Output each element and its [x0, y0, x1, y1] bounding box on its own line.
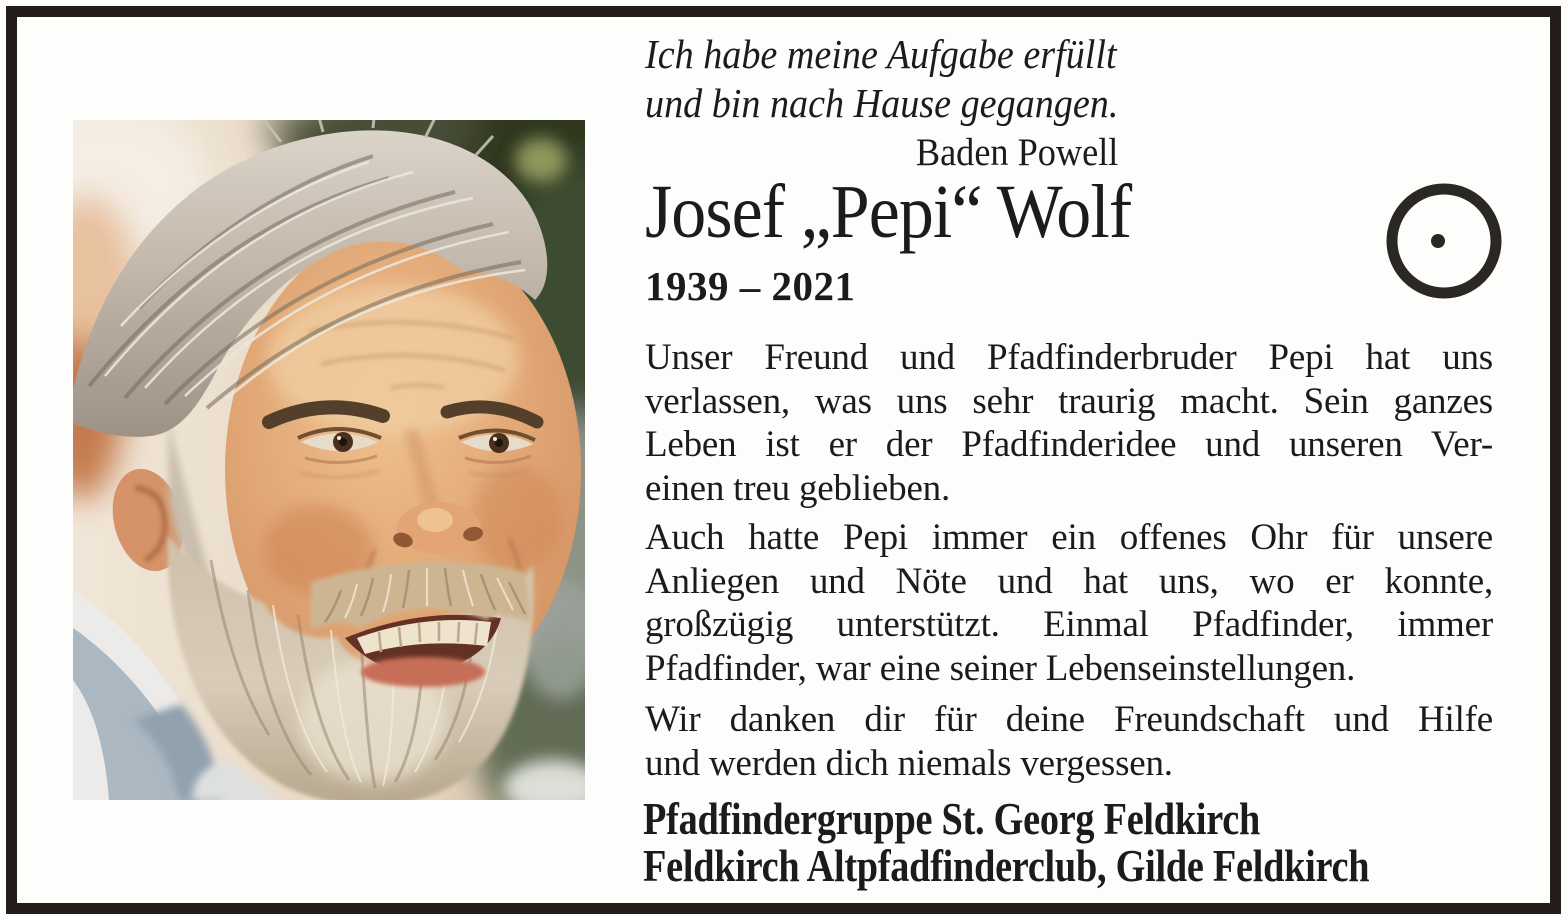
quote-line: und bin nach Hause gegangen. [645, 80, 1119, 126]
paragraph-line: Unser Freund und Pfadfinderbruder Pepi hat uns [645, 337, 1493, 378]
quote-line: Ich habe meine Aufgabe erfüllt [645, 31, 1117, 77]
paragraph-line: einen treu geblieben. [645, 467, 951, 509]
portrait-photo [73, 120, 585, 800]
signature-line: Pfadfindergruppe St. Georg Feldkirch [643, 794, 1260, 844]
paragraph-line: verlassen, was uns sehr traurig macht. Sein ganzes [645, 380, 1493, 422]
signature-block [643, 794, 1370, 891]
paragraph-2 [645, 516, 1493, 690]
paragraph-line: Auch hatte Pepi immer ein offenes Ohr für unsere [645, 517, 1493, 558]
signature-line: Feldkirch Altpfadfinderclub, Gilde Feldkirch [643, 840, 1370, 891]
paragraph-line: Pfadfinder, war eine seiner Lebenseinstellungen. [645, 647, 1356, 689]
paragraph-line: und werden dich niemals vergessen. [645, 742, 1173, 784]
paragraph-line: großzügig unterstützt. Einmal Pfadfinder, immer [645, 604, 1493, 645]
paragraph-line: Wir danken dir für deine Freundschaft und Hilfe [645, 699, 1493, 740]
quote-attribution: Baden Powell [915, 131, 1119, 174]
paragraph-line: Leben ist er der Pfadfinderidee und unseren Ver- [645, 424, 1493, 465]
paragraph-line: Anliegen und Nöte und hat uns, wo er konnte, [645, 560, 1493, 602]
paragraph-1 [645, 336, 1493, 510]
quote [645, 30, 1118, 174]
deceased-name: Josef „Pepi“ Wolf [645, 170, 1132, 254]
life-years: 1939 – 2021 [645, 263, 856, 309]
gone-home-icon [1383, 181, 1505, 303]
paragraph-3 [645, 698, 1493, 785]
portrait-photo-art [73, 120, 585, 800]
